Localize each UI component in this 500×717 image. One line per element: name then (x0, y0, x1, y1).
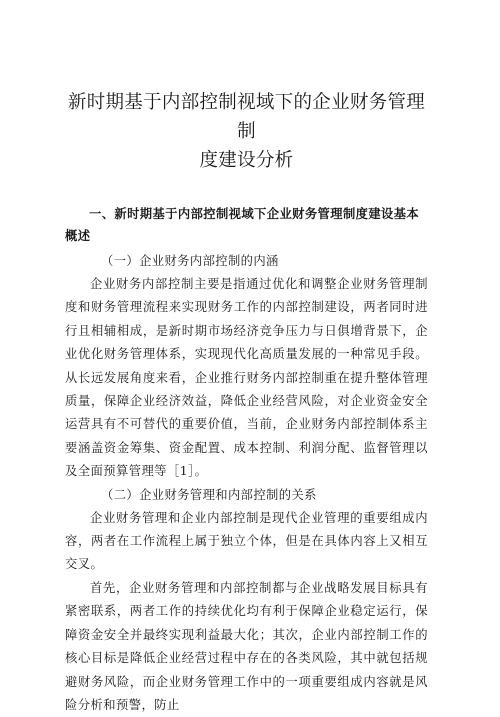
title-line-1: 新时期基于内部控制视域下的企业财务管理制 (67, 92, 426, 142)
document-title (65, 88, 428, 175)
subsection-heading-2: （二）企业财务管理和内部控制的关系 (101, 487, 317, 502)
section-heading-1: 一、新时期基于内部控制视域下企业财务管理制度建设基本概述 (65, 207, 420, 243)
title-line-2: 度建设分析 (199, 150, 294, 171)
paragraph-3: 首先，企业财务管理和内部控制都与企业战略发展目标具有紧密联系，两者工作的持续优化均有利于保障企业稳定运行，保障资金安全并最终实现利益最大化；其次，企业内部控制工作的核心目标是降低企业经营过程中存在的各类风险，其中就包括规避财务风险，而企业财务管理工作中的一项重要组成内容就是风险分析和预警，防止 (65, 580, 428, 712)
subsection-heading-1: （一）企业财务内部控制的内涵 (101, 254, 279, 268)
paragraph-2: 企业财务管理和企业内部控制是现代企业管理的重要组成内容，两者在工作流程上属于独立个体，但是在具体内容上又相互交叉。 (65, 510, 428, 572)
paragraph-1: 企业财务内部控制主要是指通过优化和调整企业财务管理制度和财务管理流程来实现财务工作的内部控制建设，两者同时进行且相辅相成，是新时期市场经济竞争压力与日俱增背景下，企业优化财务管理体系，实现现代化高质量发展的一种常见手段。从长远发展角度来看，企业推行财务内部控制重在提升整体管理质量，保障企业经济效益，降低企业经营风险，对企业资金安全运营具有不可替代的重要价值，当前，企业财务内部控制体系主要涵盖资金筹集、资金配置、成本控制、利润分配、监督管理以及全面预算管理等［1］。 (65, 277, 428, 479)
